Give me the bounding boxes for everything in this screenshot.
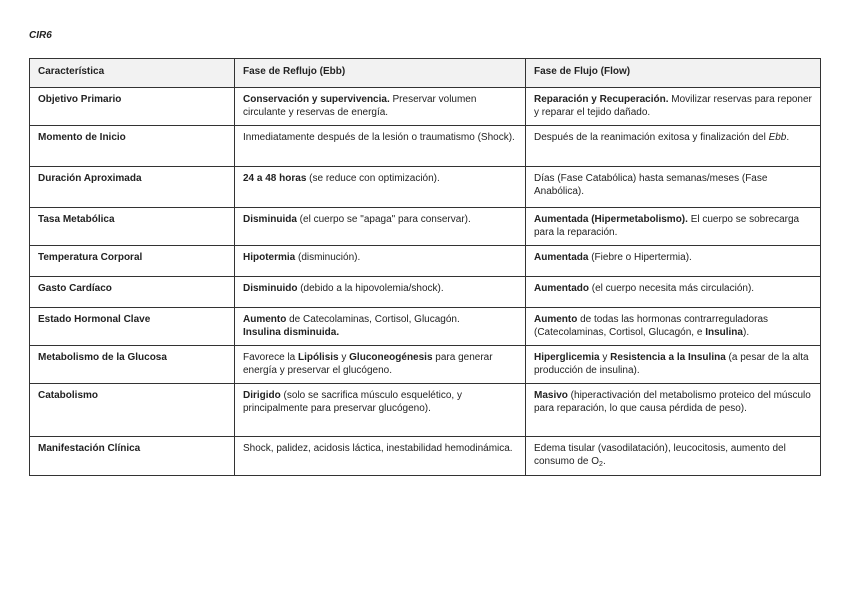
feature-cell: Gasto Cardíaco <box>30 277 235 308</box>
table-row <box>30 437 821 476</box>
table-header-row <box>30 59 821 88</box>
table-row <box>30 208 821 246</box>
flow-cell: Reparación y Recuperación. Movilizar reservas para reponer y reparar el tejido dañado. <box>526 88 821 126</box>
ebb-cell: Disminuida (el cuerpo se "apaga" para conservar). <box>235 208 526 246</box>
ebb-cell: Conservación y supervivencia. Preservar volumen circulante y reservas de energía. <box>235 88 526 126</box>
feature-cell: Catabolismo <box>30 384 235 437</box>
feature-cell: Manifestación Clínica <box>30 437 235 476</box>
ebb-cell: Disminuido (debido a la hipovolemia/shock). <box>235 277 526 308</box>
ebb-cell: 24 a 48 horas (se reduce con optimización). <box>235 167 526 208</box>
flow-cell: Después de la reanimación exitosa y finalización del Ebb. <box>526 126 821 167</box>
header-characteristic: Característica <box>30 59 235 88</box>
flow-cell: Aumentada (Fiebre o Hipertermia). <box>526 246 821 277</box>
flow-cell: Edema tisular (vasodilatación), leucocitosis, aumento del consumo de $O_2$. <box>526 437 821 476</box>
ebb-cell: Aumento de Catecolaminas, Cortisol, Glucagón. Insulina disminuida. <box>235 308 526 346</box>
feature-cell: Temperatura Corporal <box>30 246 235 277</box>
ebb-cell: Hipotermia (disminución). <box>235 246 526 277</box>
table-row <box>30 126 821 167</box>
table-row <box>30 167 821 208</box>
table-row <box>30 88 821 126</box>
ebb-cell: Shock, palidez, acidosis láctica, inestabilidad hemodinámica. <box>235 437 526 476</box>
table-row <box>30 308 821 346</box>
feature-cell: Momento de Inicio <box>30 126 235 167</box>
table-row <box>30 384 821 437</box>
comparison-table <box>29 58 821 476</box>
ebb-cell: Dirigido (solo se sacrifica músculo esquelético, y principalmente para preservar glucógeno). <box>235 384 526 437</box>
feature-cell: Duración Aproximada <box>30 167 235 208</box>
ebb-cell: Inmediatamente después de la lesión o traumatismo (Shock). <box>235 126 526 167</box>
table-row <box>30 246 821 277</box>
ebb-cell: Favorece la Lipólisis y Gluconeogénesis para generar energía y preservar el glucógeno. <box>235 346 526 384</box>
flow-cell: Aumentado (el cuerpo necesita más circulación). <box>526 277 821 308</box>
flow-cell: Aumento de todas las hormonas contrarreguladoras (Catecolaminas, Cortisol, Glucagón, e Insulina). <box>526 308 821 346</box>
table-row <box>30 346 821 384</box>
header-flow-phase: Fase de Flujo (Flow) <box>526 59 821 88</box>
feature-cell: Metabolismo de la Glucosa <box>30 346 235 384</box>
feature-cell: Objetivo Primario <box>30 88 235 126</box>
flow-cell: Días (Fase Catabólica) hasta semanas/meses (Fase Anabólica). <box>526 167 821 208</box>
header-ebb-phase: Fase de Reflujo (Ebb) <box>235 59 526 88</box>
table-row <box>30 277 821 308</box>
flow-cell: Aumentada (Hipermetabolismo). El cuerpo se sobrecarga para la reparación. <box>526 208 821 246</box>
feature-cell: Estado Hormonal Clave <box>30 308 235 346</box>
flow-cell: Hiperglicemia y Resistencia a la Insulina (a pesar de la alta producción de insulina). <box>526 346 821 384</box>
document-code: CIR6 <box>29 30 52 41</box>
feature-cell: Tasa Metabólica <box>30 208 235 246</box>
flow-cell: Masivo (hiperactivación del metabolismo proteico del músculo para reparación, lo que causa pérdida de peso). <box>526 384 821 437</box>
